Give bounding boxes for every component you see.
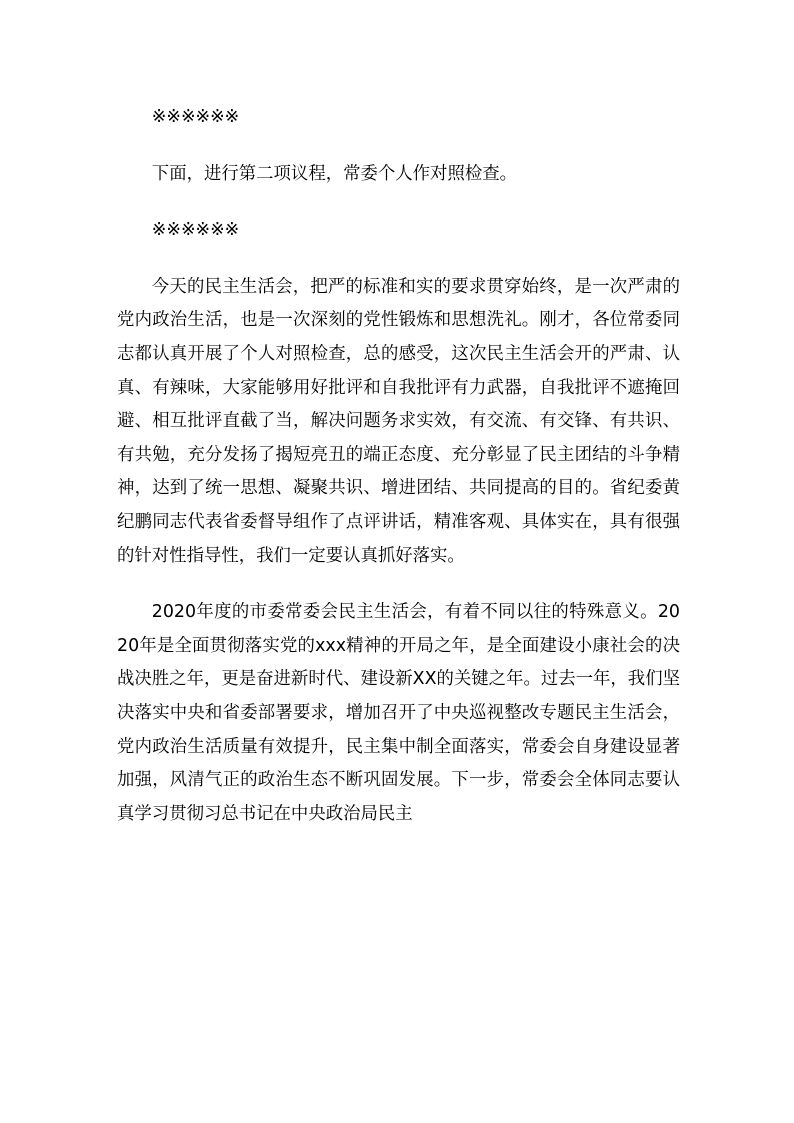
separator-marks: ※※※※※※ (151, 107, 240, 127)
document-body (117, 101, 680, 831)
body-paragraph: 2020年度的市委常委会民主生活会，有着不同以往的特殊意义。2020年是全面贯彻落实党的xxx精神的开局之年，是全面建设小康社会的决战决胜之年，更是奋进新时代、建设新XX的关键之年。过去一年，我们坚决落实中央和省委部署要求，增加召开了中央巡视整改专题民主生活会，党内政治生活质量有效提升，民主集中制全面落实，常委会自身建设显著加强，风清气正的政治生态不断巩固发展。下一步，常委会全体同志要认真学习贯彻习总书记在中央政治局民主 (117, 602, 680, 824)
agenda-announcement: 下面，进行第二项议程，常委个人作对照检查。 (151, 163, 518, 184)
separator-marks: ※※※※※※ (151, 220, 240, 241)
body-paragraph: 今天的民主生活会，把严的标准和实的要求贯穿始终，是一次严肃的党内政治生活，也是一次深刻的党性锻炼和思想洗礼。刚才，各位常委同志都认真开展了个人对照检查，总的感受，这次民主生活会开的严肃、认真、有辣味，大家能够用好批评和自我批评有力武器，自我批评不遮掩回避、相互批评直截了当，解决问题务求实效，有交流、有交锋、有共识、有共勉，充分发扬了揭短亮丑的端正态度、充分彰显了民主团结的斗争精神，达到了统一思想、凝聚共识、增进团结、共同提高的目的。省纪委黄纪鹏同志代表省委督导组作了点评讲话，精准客观、具体实在，具有很强的针对性指导性，我们一定要认真抓好落实。 (117, 276, 680, 566)
